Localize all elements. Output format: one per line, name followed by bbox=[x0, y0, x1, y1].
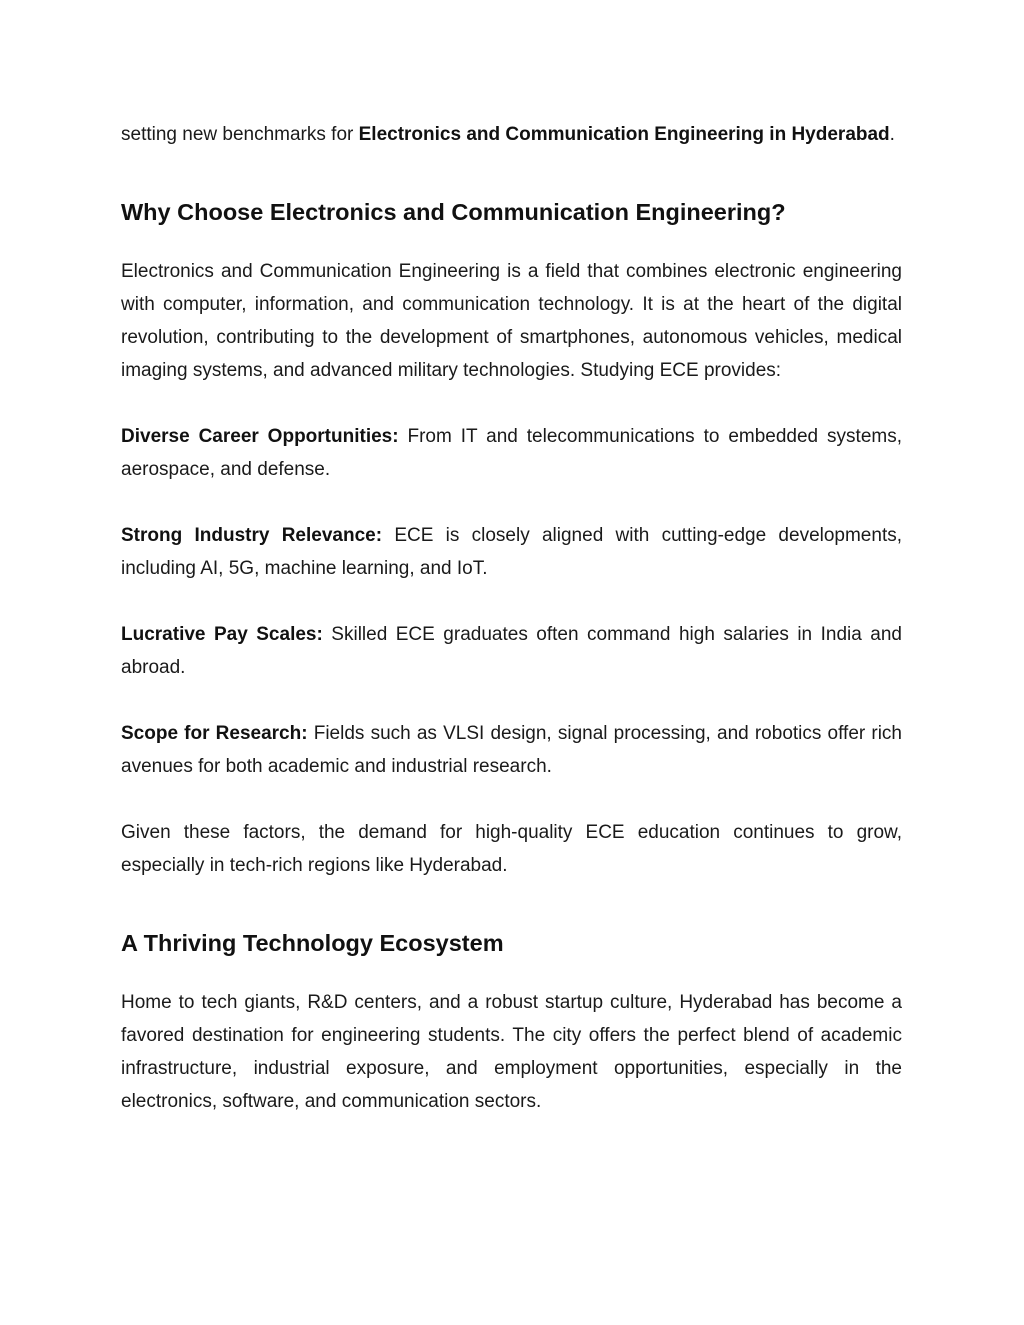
section-paragraph-ece-overview: Electronics and Communication Engineering is a field that combines electronic engineering with computer, information, and communication technology. It is at the heart of the digital revolution, contributing to the development of smartphones, autonomous vehicles, medical imaging systems, and advanced military technologies. Studying ECE provides: bbox=[121, 261, 902, 381]
document-page bbox=[121, 118, 902, 1118]
point-pay-scales bbox=[121, 618, 902, 684]
point-text: ECE is closely aligned with cutting-edge developments, including AI, 5G, machine learning, and IoT. bbox=[121, 525, 903, 579]
section-paragraph-hyderabad-ecosystem: Home to tech giants, R&D centers, and a robust startup culture, Hyderabad has become a favored destination for engineering students. The city offers the perfect blend of academic infrastructure, industrial exposure, and employment opportunities, especially in the electronics, software, and communication sectors. bbox=[121, 992, 902, 1112]
intro-paragraph bbox=[121, 118, 902, 151]
point-label: Scope for Research: bbox=[121, 723, 308, 744]
point-career-opportunities bbox=[121, 420, 902, 486]
point-text: Fields such as VLSI design, signal processing, and robotics offer rich avenues for both academic and industrial research. bbox=[121, 723, 902, 777]
point-text: Skilled ECE graduates often command high salaries in India and abroad. bbox=[121, 624, 902, 678]
point-scope-for-research bbox=[121, 717, 902, 783]
intro-text: setting new benchmarks for bbox=[121, 124, 359, 145]
section-closing-paragraph: Given these factors, the demand for high-quality ECE education continues to grow, especially in tech-rich regions like Hyderabad. bbox=[121, 822, 902, 876]
intro-text-end: . bbox=[889, 124, 895, 145]
section-heading-why-choose-ece: Why Choose Electronics and Communication Engineering? bbox=[121, 199, 786, 225]
point-label: Lucrative Pay Scales: bbox=[121, 624, 323, 645]
point-industry-relevance bbox=[121, 519, 902, 585]
point-label: Diverse Career Opportunities: bbox=[121, 426, 399, 447]
point-label: Strong Industry Relevance: bbox=[121, 525, 383, 546]
section-heading-technology-ecosystem: A Thriving Technology Ecosystem bbox=[121, 930, 504, 956]
point-text: From IT and telecommunications to embedded systems, aerospace, and defense. bbox=[121, 426, 902, 480]
intro-bold-text: Electronics and Communication Engineering in Hyderabad bbox=[358, 124, 890, 145]
